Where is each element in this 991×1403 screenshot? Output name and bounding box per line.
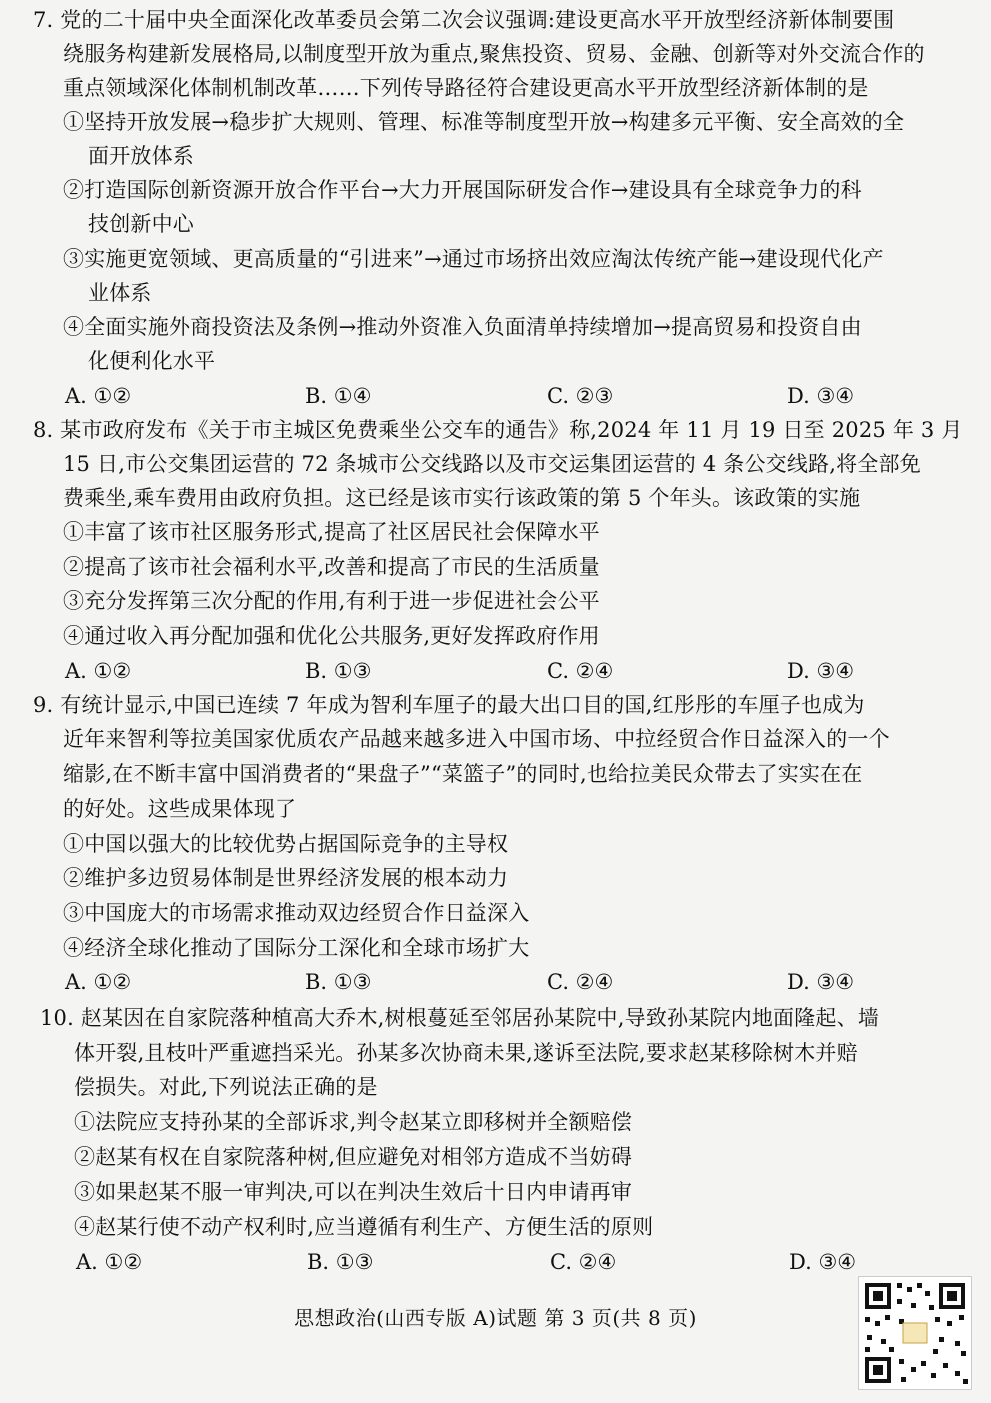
statement-1: ①丰富了该市社区服务形式,提高了社区居民社会保障水平 [63,520,600,544]
statement-4: ④全面实施外商投资法及条例→推动外资准入负面清单持续增加→提高贸易和投资自由 [63,315,862,339]
option-d[interactable]: D. ③④ [789,1250,857,1274]
statement-4: ④赵某行使不动产权利时,应当遵循有利生产、方便生活的原则 [74,1215,654,1239]
statement-2: ②维护多边贸易体制是世界经济发展的根本动力 [63,866,509,890]
statement-2: ②打造国际创新资源开放合作平台→大力开展国际研发合作→建设具有全球竞争力的科 [63,178,862,202]
stem-line: 费乘坐,乘车费用由政府负担。这已经是该市实行该政策的第 5 个年头。该政策的实施 [63,486,861,510]
stem-line: 体开裂,且枝叶严重遮挡采光。孙某多次协商未果,遂诉至法院,要求赵某移除树木并赔 [74,1041,858,1065]
statement-3-cont: 业体系 [88,281,152,305]
option-b[interactable]: B. ①④ [305,384,372,408]
stem-line: 偿损失。对此,下列说法正确的是 [74,1075,378,1099]
option-a[interactable]: A. ①② [76,1250,143,1274]
statement-3: ③充分发挥第三次分配的作用,有利于进一步促进社会公平 [63,589,600,613]
stem-line: 9. 有统计显示,中国已连续 7 年成为智利车厘子的最大出口目的国,红彤彤的车厘子也成为 [33,693,865,717]
statement-3: ③实施更宽领域、更高质量的“引进来”→通过市场挤出效应淘汰传统产能→建设现代化产 [63,247,884,271]
option-b[interactable]: B. ①③ [305,970,372,994]
option-c[interactable]: C. ②④ [547,970,614,994]
stem-line: 绕服务构建新发展格局,以制度型开放为重点,聚焦投资、贸易、金融、创新等对外交流合作的 [63,42,925,66]
option-a[interactable]: A. ①② [65,384,132,408]
page-footer: 思想政治(山西专版 A)试题 第 3 页(共 8 页) [294,1306,697,1330]
statement-2: ②提高了该市社会福利水平,改善和提高了市民的生活质量 [63,555,600,579]
option-d[interactable]: D. ③④ [787,384,855,408]
option-c[interactable]: C. ②③ [547,384,614,408]
stem-line: 7. 党的二十届中央全面深化改革委员会第二次会议强调:建设更高水平开放型经济新体制要围 [33,8,895,32]
statement-1: ①法院应支持孙某的全部诉求,判令赵某立即移树并全额赔偿 [74,1110,633,1134]
stem-line: 15 日,市公交集团运营的 72 条城市公交线路以及市交运集团运营的 4 条公交线路,将全部免 [63,452,921,476]
stem-line: 的好处。这些成果体现了 [63,797,297,821]
stem-line: 缩影,在不断丰富中国消费者的“果盘子”“菜篮子”的同时,也给拉美民众带去了实实在在 [63,762,863,786]
option-d[interactable]: D. ③④ [787,659,855,683]
option-c[interactable]: C. ②④ [550,1250,617,1274]
statement-3: ③中国庞大的市场需求推动双边经贸合作日益深入 [63,901,530,925]
statement-4: ④通过收入再分配加强和优化公共服务,更好发挥政府作用 [63,624,600,648]
qr-code-icon [858,1276,972,1390]
statement-1: ①坚持开放发展→稳步扩大规则、管理、标准等制度型开放→构建多元平衡、安全高效的全 [63,110,905,134]
option-b[interactable]: B. ①③ [307,1250,374,1274]
statement-1: ①中国以强大的比较优势占据国际竞争的主导权 [63,832,509,856]
option-a[interactable]: A. ①② [65,970,132,994]
statement-2: ②赵某有权在自家院落种树,但应避免对相邻方造成不当妨碍 [74,1145,633,1169]
stem-line: 近年来智利等拉美国家优质农产品越来越多进入中国市场、中拉经贸合作日益深入的一个 [63,727,890,751]
option-b[interactable]: B. ①③ [305,659,372,683]
stem-line: 重点领域深化体制机制改革……下列传导路径符合建设更高水平开放型经济新体制的是 [63,76,869,100]
statement-2-cont: 技创新中心 [88,212,194,236]
option-a[interactable]: A. ①② [65,659,132,683]
stem-line: 10. 赵某因在自家院落种植高大乔木,树根蔓延至邻居孙某院中,导致孙某院内地面隆起、墙 [40,1006,880,1030]
statement-3: ③如果赵某不服一审判决,可以在判决生效后十日内申请再审 [74,1180,633,1204]
option-d[interactable]: D. ③④ [787,970,855,994]
statement-4: ④经济全球化推动了国际分工深化和全球市场扩大 [63,936,530,960]
statement-4-cont: 化便利化水平 [88,349,216,373]
stem-line: 8. 某市政府发布《关于市主城区免费乘坐公交车的通告》称,2024 年 11 月 19 日至 2025 年 3 月 [33,418,963,442]
statement-1-cont: 面开放体系 [88,144,194,168]
option-c[interactable]: C. ②④ [547,659,614,683]
